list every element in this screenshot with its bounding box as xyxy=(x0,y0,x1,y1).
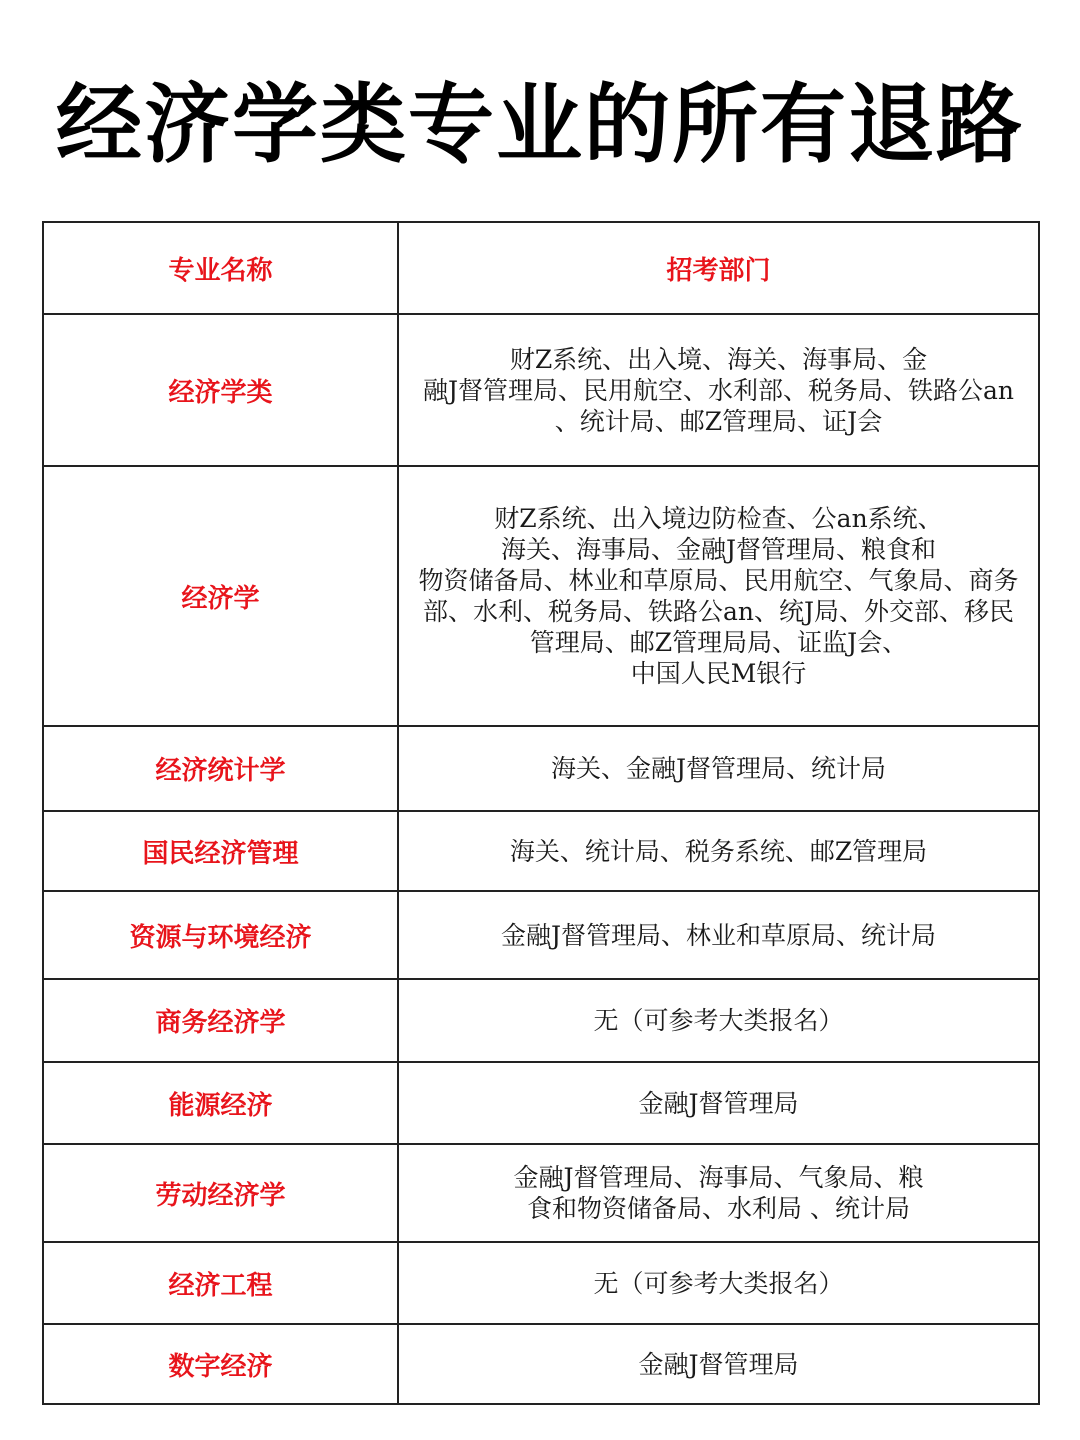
departments-cell: 海关、统计局、税务系统、邮Z管理局 xyxy=(398,811,1039,891)
major-name-cell: 经济工程 xyxy=(43,1242,398,1324)
table-row xyxy=(43,726,1039,811)
major-name-cell: 劳动经济学 xyxy=(43,1144,398,1242)
departments-cell: 财Z系统、出入境、海关、海事局、金 融J督管理局、民用航空、水利部、税务局、铁路公an 、统计局、邮Z管理局、证J会 xyxy=(398,314,1039,466)
departments-cell: 金融J督管理局、林业和草原局、统计局 xyxy=(398,891,1039,979)
table-row xyxy=(43,314,1039,466)
majors-table xyxy=(42,221,1040,1405)
departments-cell: 金融J督管理局 xyxy=(398,1324,1039,1404)
major-name-cell: 国民经济管理 xyxy=(43,811,398,891)
table-row xyxy=(43,811,1039,891)
departments-cell: 无（可参考大类报名） xyxy=(398,1242,1039,1324)
departments-cell: 无（可参考大类报名） xyxy=(398,979,1039,1062)
major-name-cell: 商务经济学 xyxy=(43,979,398,1062)
departments-cell: 金融J督管理局 xyxy=(398,1062,1039,1144)
page-title: 经济学类专业的所有退路 xyxy=(56,75,1024,175)
table-row xyxy=(43,1062,1039,1144)
departments-cell: 财Z系统、出入境边防检查、公an系统、 海关、海事局、金融J督管理局、粮食和 物资储备局、林业和草原局、民用航空、气象局、商务 部、水利、税务局、铁路公an、统J局、外交部、移民 管理局、邮Z管理局局、证监J会、 中国人民M银行 xyxy=(398,466,1039,726)
header-major-name: 专业名称 xyxy=(43,222,398,314)
major-name-cell: 数字经济 xyxy=(43,1324,398,1404)
table-row xyxy=(43,891,1039,979)
table-row xyxy=(43,1144,1039,1242)
major-name-cell: 资源与环境经济 xyxy=(43,891,398,979)
table-header-row xyxy=(43,222,1039,314)
major-name-cell: 能源经济 xyxy=(43,1062,398,1144)
departments-cell: 海关、金融J督管理局、统计局 xyxy=(398,726,1039,811)
table-row xyxy=(43,979,1039,1062)
major-name-cell: 经济学 xyxy=(43,466,398,726)
major-name-cell: 经济统计学 xyxy=(43,726,398,811)
table-row xyxy=(43,1324,1039,1404)
major-name-cell: 经济学类 xyxy=(43,314,398,466)
table-row xyxy=(43,466,1039,726)
departments-cell: 金融J督管理局、海事局、气象局、粮 食和物资储备局、水利局 、统计局 xyxy=(398,1144,1039,1242)
header-departments: 招考部门 xyxy=(398,222,1039,314)
table-row xyxy=(43,1242,1039,1324)
